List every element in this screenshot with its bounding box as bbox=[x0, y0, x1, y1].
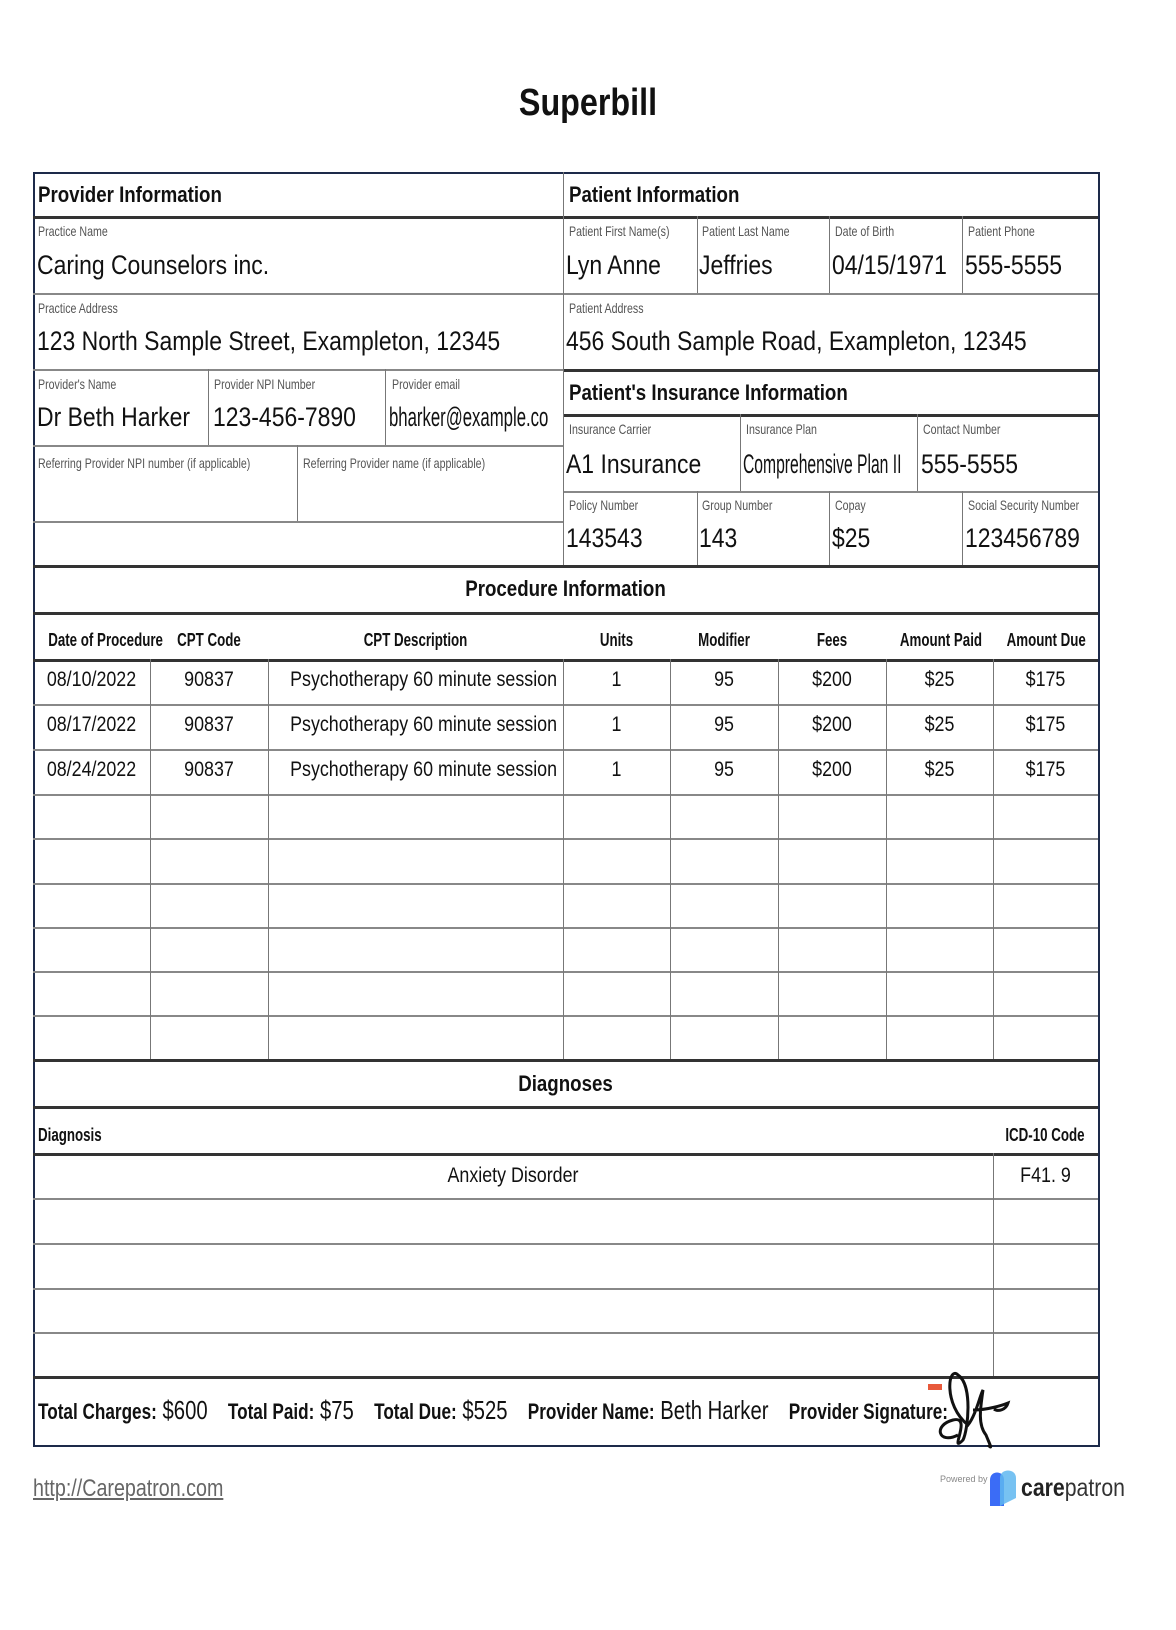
carepatron-link[interactable]: http://Carepatron.com bbox=[33, 1475, 224, 1502]
total-due bbox=[374, 1395, 507, 1426]
divider bbox=[563, 172, 564, 565]
brand-patron: patron bbox=[1064, 1474, 1125, 1502]
divider bbox=[563, 414, 1098, 417]
carepatron-brand bbox=[1021, 1474, 1125, 1503]
policy-label: Policy Number bbox=[569, 497, 639, 513]
divider bbox=[33, 704, 1098, 706]
divider bbox=[33, 445, 563, 447]
icd-label: ICD-10 Code bbox=[1005, 1125, 1085, 1145]
column-header: Amount Due bbox=[1006, 630, 1086, 650]
divider bbox=[33, 1153, 1098, 1156]
provider-npi: 123-456-7890 bbox=[213, 402, 356, 432]
table-cell: 90837 bbox=[184, 713, 234, 736]
divider bbox=[33, 612, 1098, 615]
ssn: 123456789 bbox=[965, 523, 1080, 553]
table-cell: $175 bbox=[1025, 758, 1066, 781]
brand-care: care bbox=[1021, 1474, 1065, 1502]
divider bbox=[697, 491, 698, 565]
divider bbox=[385, 369, 386, 445]
column-header: Amount Paid bbox=[899, 630, 983, 650]
provider-heading: Provider Information bbox=[38, 182, 222, 207]
copay-label: Copay bbox=[835, 497, 866, 513]
table-cell: $25 bbox=[924, 713, 955, 736]
table-cell: $175 bbox=[1025, 713, 1066, 736]
table-cell: $200 bbox=[812, 668, 852, 691]
divider bbox=[33, 293, 1098, 295]
column-header: Fees bbox=[816, 630, 848, 650]
procedure-heading: Procedure Information bbox=[465, 576, 666, 601]
divider bbox=[778, 659, 779, 1059]
table-cell: 08/17/2022 bbox=[46, 713, 137, 736]
carepatron-logo-icon bbox=[986, 1466, 1020, 1510]
superbill-form bbox=[33, 172, 1100, 1447]
patient-heading: Patient Information bbox=[569, 182, 740, 207]
table-cell: Psychotherapy 60 minute session bbox=[290, 668, 558, 691]
column-header: Modifier bbox=[698, 630, 750, 650]
provider-signature-label bbox=[789, 1395, 948, 1426]
divider bbox=[993, 659, 994, 1059]
divider bbox=[33, 1059, 1098, 1062]
divider bbox=[33, 1243, 1098, 1245]
divider bbox=[33, 1198, 1098, 1200]
provider-email: bharker@example.co bbox=[389, 402, 549, 432]
plan-label: Insurance Plan bbox=[746, 421, 817, 437]
divider bbox=[33, 883, 1098, 885]
divider bbox=[33, 1015, 1098, 1017]
table-cell: 90837 bbox=[184, 668, 234, 691]
column-header: CPT Description bbox=[363, 630, 468, 650]
total-charges-value: $600 bbox=[162, 1395, 208, 1425]
divider bbox=[563, 659, 564, 1059]
total-paid-value: $75 bbox=[319, 1395, 354, 1425]
divider bbox=[962, 491, 963, 565]
patient-phone-label: Patient Phone bbox=[968, 223, 1035, 239]
divider bbox=[33, 971, 1098, 973]
divider bbox=[829, 491, 830, 565]
table-cell: $200 bbox=[812, 713, 852, 736]
divider bbox=[993, 1153, 994, 1376]
column-header: Date of Procedure bbox=[48, 630, 163, 650]
divider bbox=[886, 659, 887, 1059]
divider bbox=[33, 216, 1098, 219]
provider-name-total bbox=[528, 1395, 769, 1426]
divider bbox=[563, 491, 1098, 493]
divider bbox=[33, 1106, 1098, 1109]
patient-phone: 555-5555 bbox=[965, 250, 1062, 280]
column-header: CPT Code bbox=[177, 630, 241, 650]
divider bbox=[33, 1332, 1098, 1334]
column-header: Units bbox=[599, 630, 634, 650]
divider bbox=[563, 369, 1098, 372]
icd-value: F41. 9 bbox=[1020, 1164, 1071, 1187]
total-charges bbox=[38, 1395, 208, 1426]
practice-address-label: Practice Address bbox=[38, 300, 118, 316]
table-cell: 95 bbox=[714, 713, 734, 736]
referring-name-label: Referring Provider name (if applicable) bbox=[303, 455, 486, 471]
divider bbox=[740, 414, 741, 491]
provider-name-total-value: Beth Harker bbox=[660, 1395, 769, 1425]
insurance-heading: Patient's Insurance Information bbox=[569, 380, 848, 405]
table-cell: 1 bbox=[611, 713, 622, 736]
table-cell: 90837 bbox=[184, 758, 234, 781]
divider bbox=[268, 659, 269, 1059]
total-due-value: $525 bbox=[462, 1395, 508, 1425]
divider bbox=[33, 794, 1098, 796]
divider bbox=[150, 659, 151, 1059]
totals-row bbox=[38, 1395, 948, 1426]
dob-label: Date of Birth bbox=[835, 223, 895, 239]
divider bbox=[670, 659, 671, 1059]
table-cell: $25 bbox=[924, 758, 955, 781]
contact: 555-5555 bbox=[921, 449, 1018, 479]
practice-name-label: Practice Name bbox=[38, 223, 108, 239]
patient-first: Lyn Anne bbox=[566, 250, 661, 280]
table-cell: 95 bbox=[714, 668, 734, 691]
carrier-label: Insurance Carrier bbox=[569, 421, 652, 437]
patient-address-label: Patient Address bbox=[569, 300, 644, 316]
table-cell: $25 bbox=[924, 668, 955, 691]
provider-email-label: Provider email bbox=[392, 376, 461, 392]
group: 143 bbox=[699, 523, 738, 553]
table-cell: 1 bbox=[611, 668, 622, 691]
diagnosis-value: Anxiety Disorder bbox=[447, 1164, 579, 1187]
provider-name-total-label: Provider Name: bbox=[527, 1399, 655, 1424]
table-cell: 08/24/2022 bbox=[46, 758, 137, 781]
divider bbox=[208, 369, 209, 445]
divider bbox=[33, 749, 1098, 751]
table-cell: Psychotherapy 60 minute session bbox=[290, 713, 558, 736]
divider bbox=[33, 838, 1098, 840]
patient-last: Jeffries bbox=[699, 250, 773, 280]
diagnoses-heading: Diagnoses bbox=[518, 1071, 613, 1096]
divider bbox=[917, 414, 918, 491]
patient-last-label: Patient Last Name bbox=[702, 223, 790, 239]
patient-address: 456 South Sample Road, Exampleton, 12345 bbox=[566, 326, 1027, 356]
ssn-label: Social Security Number bbox=[968, 497, 1080, 513]
referring-npi-label: Referring Provider NPI number (if applicable) bbox=[38, 455, 251, 471]
divider bbox=[697, 216, 698, 293]
divider bbox=[297, 445, 298, 521]
divider bbox=[33, 927, 1098, 929]
diagnosis-label: Diagnosis bbox=[38, 1125, 102, 1145]
provider-npi-label: Provider NPI Number bbox=[214, 376, 316, 392]
page-title: Superbill bbox=[518, 82, 658, 124]
total-paid-label: Total Paid: bbox=[227, 1399, 315, 1424]
table-cell: 1 bbox=[611, 758, 622, 781]
table-cell: 95 bbox=[714, 758, 734, 781]
provider-signature bbox=[928, 1365, 1018, 1455]
divider bbox=[33, 565, 1098, 568]
copay: $25 bbox=[832, 523, 871, 553]
provider-name-label: Provider's Name bbox=[38, 376, 117, 392]
provider-name: Dr Beth Harker bbox=[37, 402, 191, 432]
divider bbox=[33, 521, 563, 523]
practice-address: 123 North Sample Street, Exampleton, 12345 bbox=[37, 326, 501, 356]
total-charges-label: Total Charges: bbox=[38, 1399, 157, 1424]
dob: 04/15/1971 bbox=[832, 250, 947, 280]
signature-label-text: Provider Signature: bbox=[788, 1399, 949, 1424]
divider bbox=[33, 659, 1098, 662]
group-label: Group Number bbox=[702, 497, 773, 513]
table-cell: $200 bbox=[812, 758, 852, 781]
table-cell: $175 bbox=[1025, 668, 1066, 691]
divider bbox=[33, 1288, 1098, 1290]
carrier: A1 Insurance bbox=[566, 449, 702, 479]
plan: Comprehensive Plan II bbox=[743, 449, 902, 479]
table-cell: 08/10/2022 bbox=[46, 668, 137, 691]
contact-label: Contact Number bbox=[923, 421, 1001, 437]
patient-first-label: Patient First Name(s) bbox=[569, 223, 670, 239]
practice-name: Caring Counselors inc. bbox=[37, 250, 270, 280]
divider bbox=[962, 216, 963, 293]
powered-by: Powered by bbox=[940, 1474, 988, 1484]
total-paid bbox=[228, 1395, 354, 1426]
table-cell: Psychotherapy 60 minute session bbox=[290, 758, 558, 781]
policy: 143543 bbox=[566, 523, 643, 553]
divider bbox=[829, 216, 830, 293]
total-due-label: Total Due: bbox=[374, 1399, 457, 1424]
